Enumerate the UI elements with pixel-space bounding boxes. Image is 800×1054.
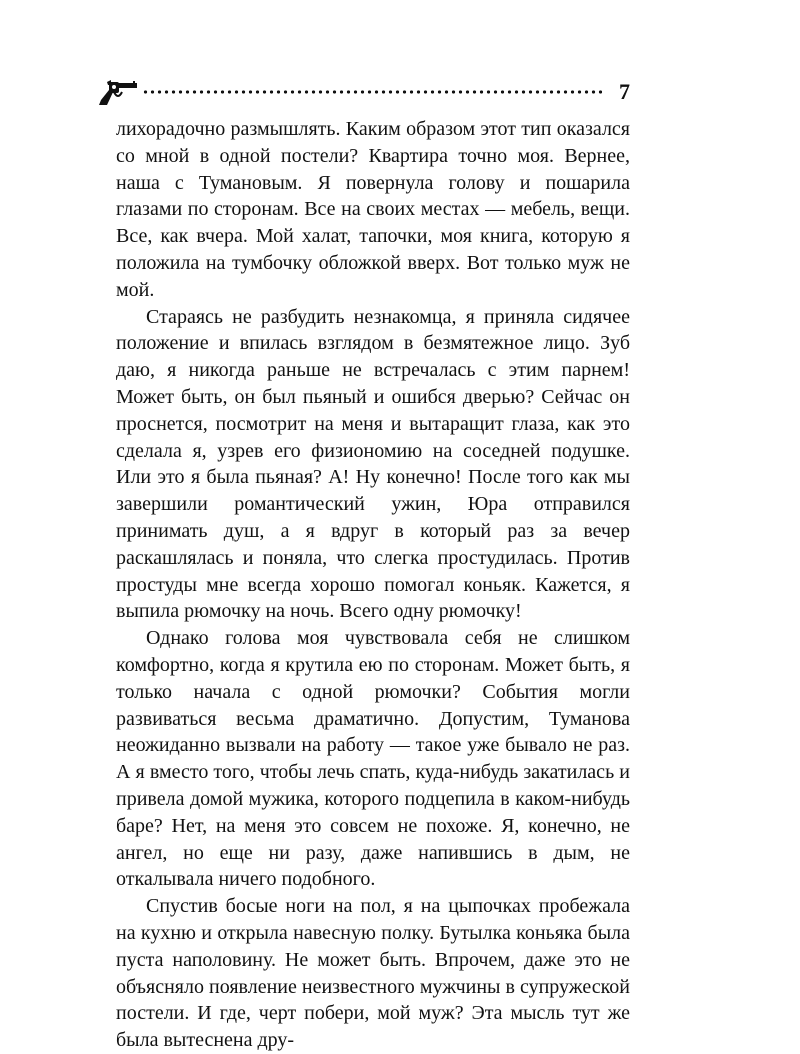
paragraph: лихорадочно размышлять. Каким образом этот тип оказался со мной в одной постели? Квартира точно моя. Вернее, наша с Тумановым. Я повернула голову и пошарила глазами по сторонам. Все на своих местах — мебель, вещи. Все, как вчера. Мой халат, тапочки, моя книга, которую я положила на тумбочку обложкой вверх. Вот только муж не мой. <box>116 118 630 301</box>
revolver-icon <box>98 80 138 106</box>
paragraph: Стараясь не разбудить незнакомца, я приняла сидячее положение и впилась взглядом в безмятежное лицо. Зуб даю, я никогда раньше не встречалась с этим парнем! Может быть, он был пьяный и ошибся дверью? Сейчас он проснется, посмотрит на меня и вытаращит глаза, как это сделала я, узрев его физиономию на соседней подушке. Или это я была пьяная? А! Ну конечно! После того как мы завершили романтический ужин, Юра отправился принимать душ, а я вдруг в который раз за вечер раскашлялась и поняла, что слегка простудилась. Против простуды мне всегда хорошо помогал коньяк. Кажется, я выпила рюмочку на ночь. Всего одну рюмочку! <box>116 305 630 623</box>
page-number: 7 <box>619 79 630 104</box>
page-header <box>98 78 630 108</box>
paragraph: Однако голова моя чувствовала себя не слишком комфортно, когда я крутила ею по сторонам. Может быть, я только начала с одной рюмочки? События могли развиваться весьма драматично. Допустим, Туманова неожиданно вызвали на работу — такое уже бывало не раз. А я вместо того, чтобы лечь спать, куда-нибудь закатилась и привела домой мужика, которого подцепила в каком-нибудь баре? Нет, на меня это совсем не похоже. Я, конечно, не ангел, но еще ни разу, даже напившись в дым, не откалывала ничего подобного. <box>116 627 630 891</box>
dotted-rule <box>142 90 602 94</box>
body-text <box>116 116 630 1054</box>
paragraph: Спустив босые ноги на пол, я на цыпочках пробежала на кухню и открыла навесную полку. Бутылка коньяка была пуста наполовину. Не может быть. Впрочем, даже это не объясняло появление неизвестного мужчины в супружеской постели. И где, черт побери, мой муж? Эта мысль тут же была вытеснена дру- <box>116 895 630 1052</box>
